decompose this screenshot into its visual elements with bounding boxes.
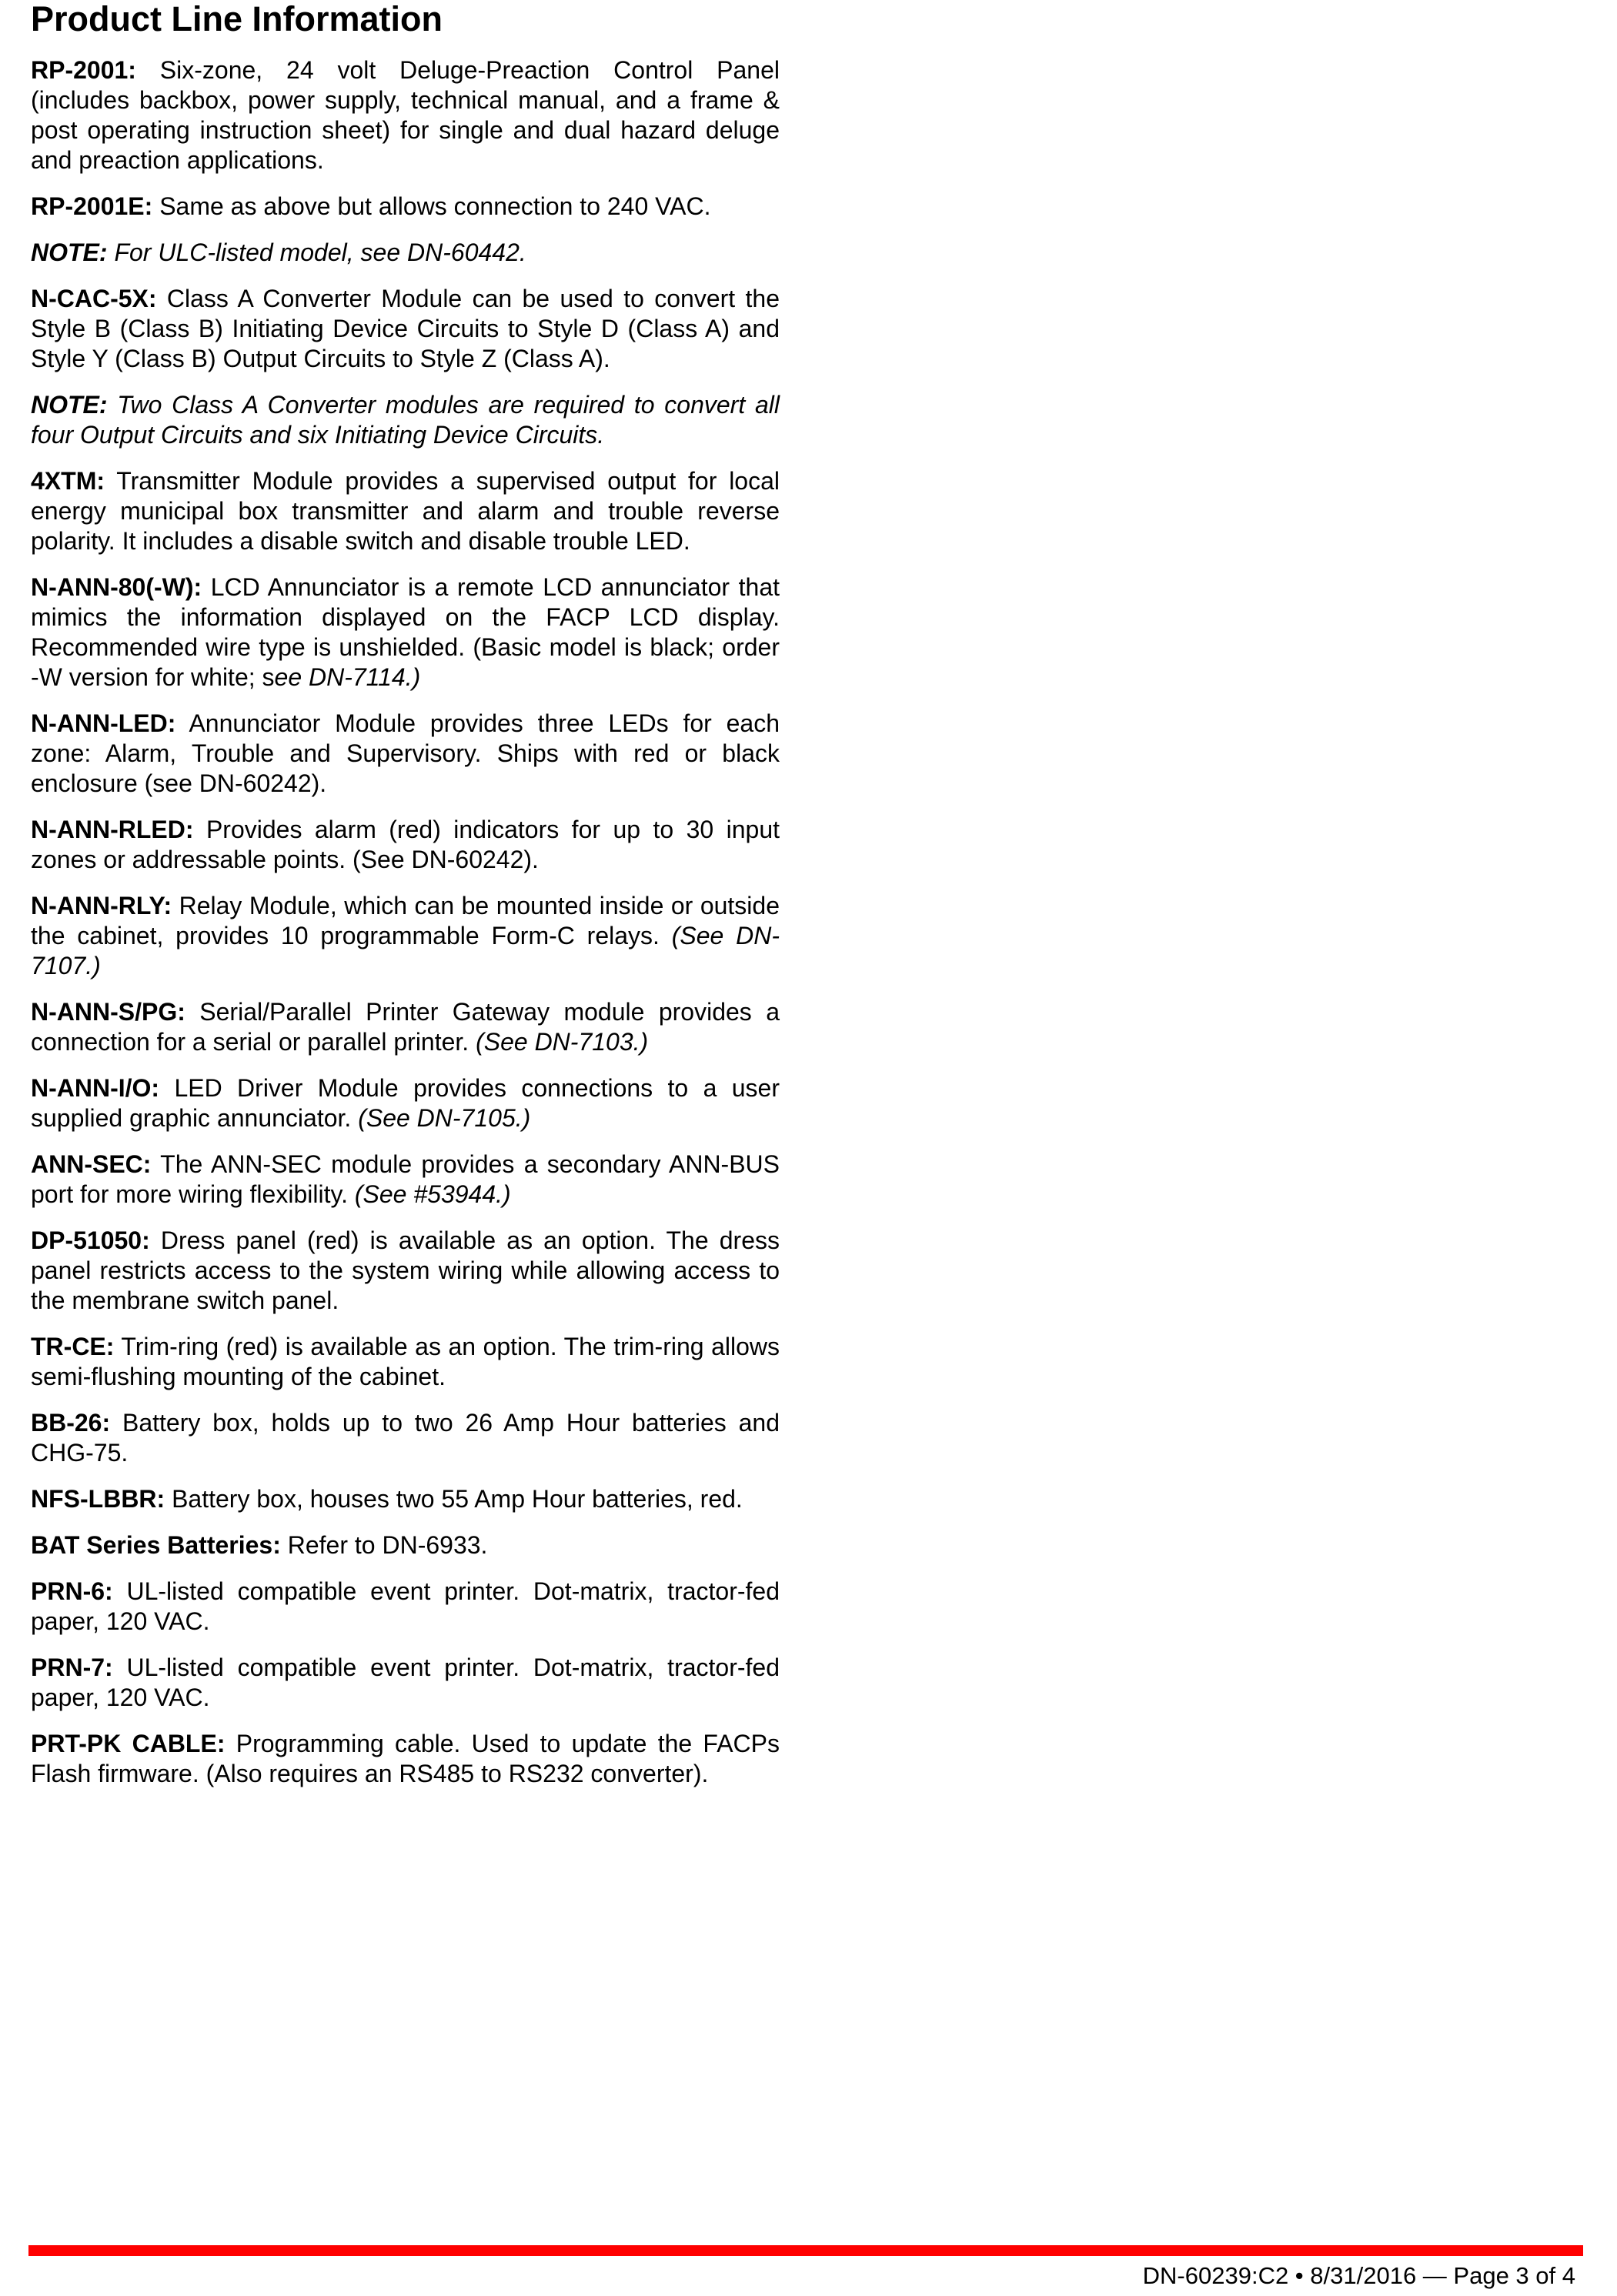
paragraph-text: Class A Converter Module can be used to convert the Style B (Class B) Initiating Device Circuits to Style D (Class A) and Style Y (Class B) Output Circuits to Style Z (Class A). [31,285,780,372]
product-paragraph [31,1729,780,1789]
product-paragraph [31,1530,780,1560]
product-paragraph [31,466,780,556]
product-code-label: NOTE: [31,239,108,266]
paragraph-text: Transmitter Module provides a supervised output for local energy municipal box transmitter and alarm and trouble reverse polarity. It includes a disable switch and disable trouble LED. [31,467,780,555]
product-code-label: NOTE: [31,391,108,419]
product-paragraph [31,1577,780,1637]
paragraph-text: (See DN-7107.) [31,922,780,979]
product-code-label: PRN-6: [31,1577,113,1605]
paragraph-text: Six-zone, 24 volt Deluge-Preaction Control Panel (includes backbox, power supply, technical manual, and a frame & post operating instruction sheet) for single and dual hazard deluge and preaction applications. [31,56,780,174]
paragraph-text: ee DN-7114.) [274,663,421,691]
paragraph-text: Trim-ring (red) is available as an option. The trim-ring allows semi-flushing mounting of the cabinet. [31,1333,780,1390]
paragraph-text: LCD Annunciator is a remote LCD annunciator that mimics the information displayed on the FACP LCD display. Recommended wire type is unshielded. (Basic model is black; order -W version for white; s [31,573,780,691]
product-code-label: TR-CE: [31,1333,115,1360]
product-code-label: BAT Series Batteries: [31,1531,281,1559]
product-code-label: 4XTM: [31,467,105,495]
paragraph-text: Refer to DN-6933. [280,1531,488,1559]
product-paragraph [31,815,780,875]
paragraph-text: Serial/Parallel Printer Gateway module provides a connection for a serial or parallel printer. [31,998,780,1056]
paragraph-text: Annunciator Module provides three LEDs for each zone: Alarm, Trouble and Supervisory. Ships with red or black enclosure (see DN-60242). [31,709,780,797]
product-code-label: RP-2001E: [31,192,153,220]
product-code-label: N-ANN-I/O: [31,1074,160,1102]
paragraph-text: UL-listed compatible event printer. Dot-matrix, tractor-fed paper, 120 VAC. [31,1577,780,1635]
paragraph-text: Provides alarm (red) indicators for up to 30 input zones or addressable points. (See DN-60242). [31,816,780,873]
page-title: Product Line Information [31,0,443,38]
product-code-label: DP-51050: [31,1226,150,1254]
paragraph-text: (See DN-7103.) [476,1028,649,1056]
product-paragraph [31,997,780,1057]
paragraph-text: For ULC-listed model, see DN-60442. [107,239,526,266]
product-paragraph [31,709,780,799]
product-code-label: PRT-PK CABLE: [31,1730,226,1757]
note-paragraph [31,390,780,450]
product-code-label: NFS-LBBR: [31,1485,165,1513]
product-paragraph [31,1484,780,1514]
product-paragraph [31,1226,780,1316]
text-column [31,2,780,1805]
product-code-label: N-ANN-LED: [31,709,176,737]
paragraph-text: (See DN-7105.) [358,1104,531,1132]
product-paragraph [31,1073,780,1133]
product-code-label: BB-26: [31,1409,111,1437]
product-paragraph [31,1653,780,1713]
product-code-label: N-ANN-S/PG: [31,998,185,1026]
paragraph-text: The ANN-SEC module provides a secondary ANN-BUS port for more wiring flexibility. [31,1150,780,1208]
product-list [31,55,780,1789]
paragraph-text: Same as above but allows connection to 240 VAC. [152,192,711,220]
paragraph-text: Two Class A Converter modules are required to convert all four Output Circuits and six Initiating Device Circuits. [31,391,780,449]
product-code-label: N-ANN-RLED: [31,816,194,843]
product-code-label: N-ANN-RLY: [31,892,172,919]
paragraph-text: UL-listed compatible event printer. Dot-matrix, tractor-fed paper, 120 VAC. [31,1654,780,1711]
paragraph-text: Battery box, holds up to two 26 Amp Hour batteries and CHG-75. [31,1409,780,1467]
product-code-label: PRN-7: [31,1654,113,1681]
product-code-label: ANN-SEC: [31,1150,152,1178]
product-paragraph [31,192,780,222]
product-paragraph [31,284,780,374]
product-code-label: N-ANN-80(-W): [31,573,202,601]
footer-docref: DN-60239:C2 • 8/31/2016 — Page 3 of 4 [1142,2262,1575,2289]
product-paragraph [31,1332,780,1392]
product-code-label: N-CAC-5X: [31,285,157,312]
product-paragraph [31,1150,780,1210]
footer-rule [28,2245,1583,2256]
product-paragraph [31,572,780,692]
paragraph-text: Programming cable. Used to update the FACPs Flash firmware. (Also requires an RS485 to RS232 converter). [31,1730,780,1787]
product-paragraph [31,1408,780,1468]
paragraph-text: Relay Module, which can be mounted inside or outside the cabinet, provides 10 programmable Form-C relays. [31,892,780,949]
paragraph-text: Battery box, houses two 55 Amp Hour batteries, red. [165,1485,743,1513]
paragraph-text: LED Driver Module provides connections to a user supplied graphic annunciator. [31,1074,780,1132]
product-code-label: RP-2001: [31,56,136,84]
note-paragraph [31,238,780,268]
product-paragraph [31,891,780,981]
paragraph-text: (See #53944.) [354,1180,511,1208]
paragraph-text: Dress panel (red) is available as an option. The dress panel restricts access to the system wiring while allowing access to the membrane switch panel. [31,1226,780,1314]
product-paragraph [31,55,780,175]
